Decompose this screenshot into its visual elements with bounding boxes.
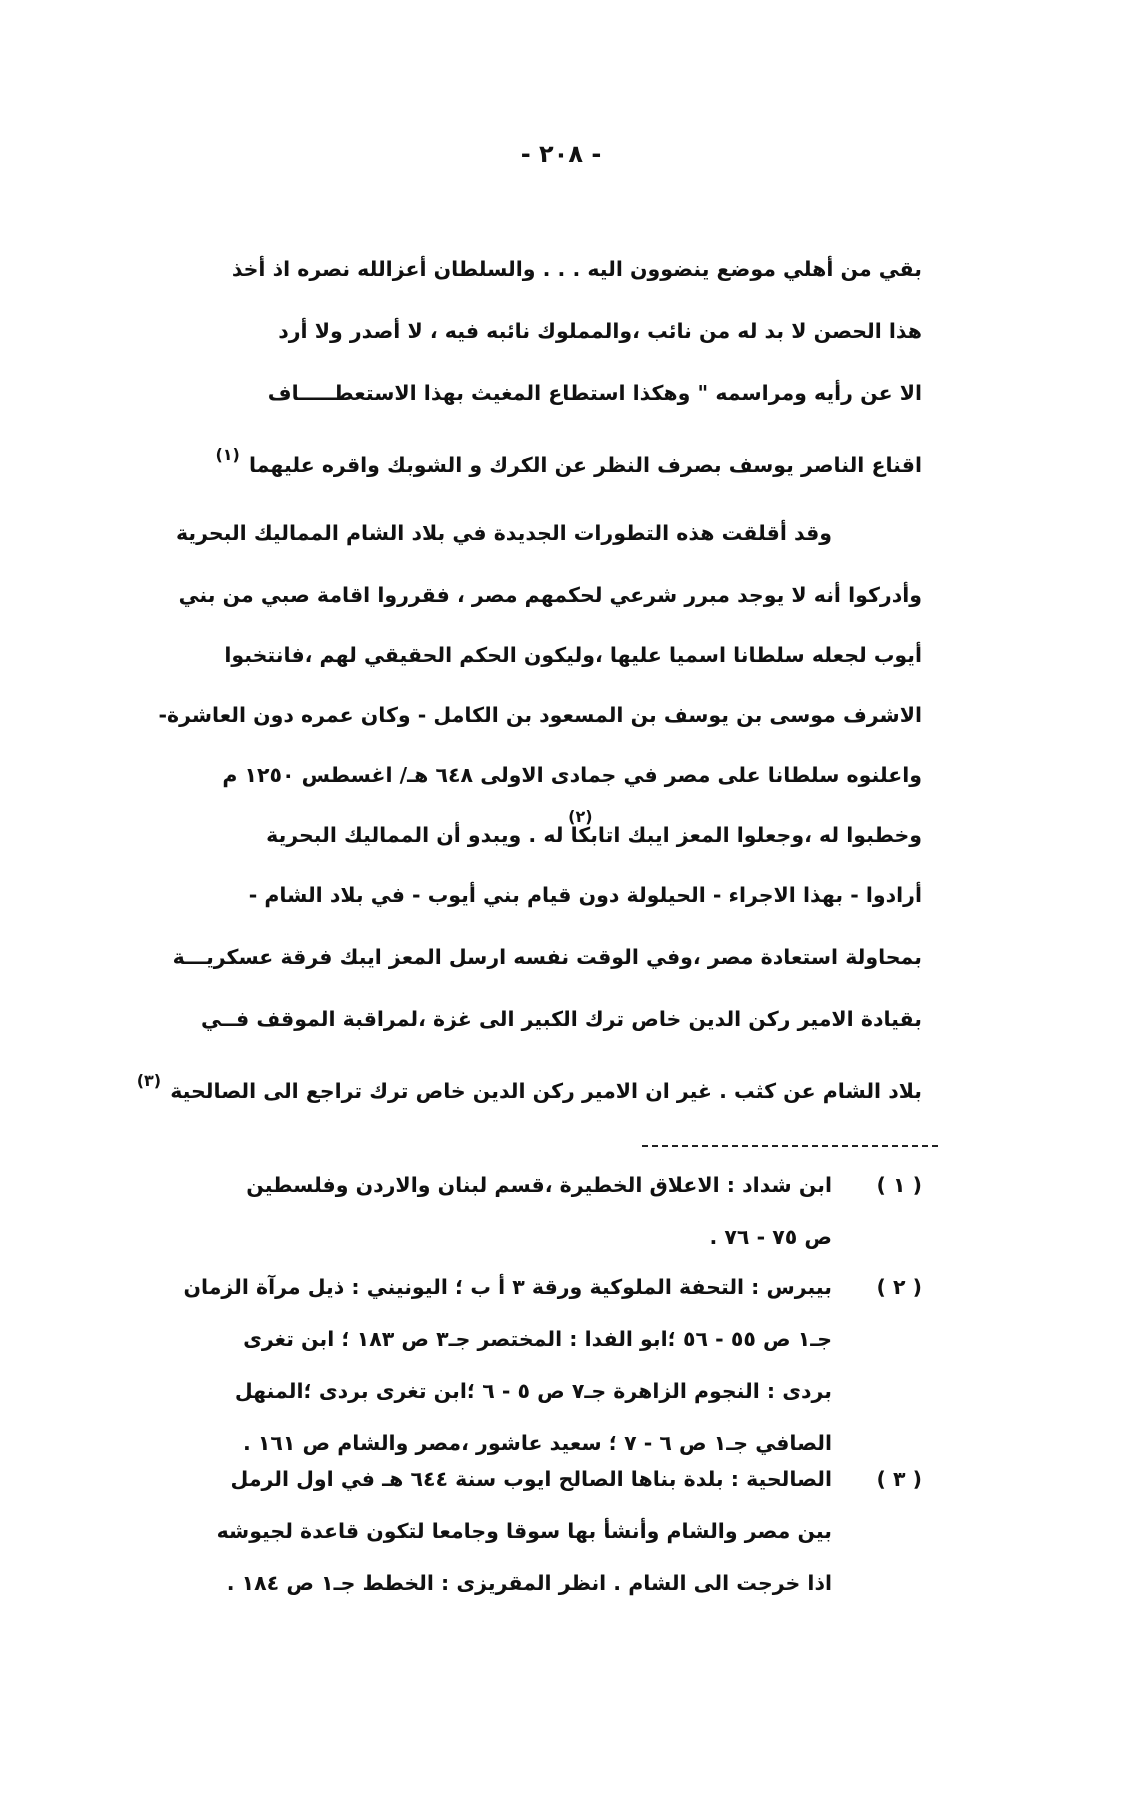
footnote-number: ( ٣ ): [876, 1467, 922, 1491]
footnote-ref-1: (١): [215, 445, 240, 464]
footnote-line: بين مصر والشام وأنشأ بها سوقا وجامعا لتكون قاعدة لجيوشه: [216, 1519, 832, 1543]
footnote-number: ( ١ ): [876, 1173, 922, 1197]
text-line: [212, 440, 922, 477]
footnote-line: الصالحية : بلدة بناها الصالح ايوب سنة ٦٤٤ هـ في اول الرمل: [230, 1467, 832, 1491]
footnote-line: اذا خرجت الى الشام . انظر المقريزى : الخطط جـ١ ص ١٨٤ .: [226, 1571, 832, 1595]
text-line: أرادوا - بهذا الاجراء - الحيلولة دون قيام بني أيوب - في بلاد الشام -: [248, 883, 922, 907]
footnote-line: ابن شداد : الاعلاق الخطيرة ،قسم لبنان والاردن وفلسطين: [246, 1173, 832, 1197]
text-line: واعلنوه سلطانا على مصر في جمادى الاولى ٦٤٨ هـ/ اغسطس ١٢٥٠ م: [222, 763, 922, 787]
footnote-divider: [642, 1145, 938, 1147]
footnote-line: جـ١ ص ٥٥ - ٥٦ ؛ابو الفدا : المختصر جـ٣ ص ١٨٣ ؛ ابن تغرى: [243, 1327, 832, 1351]
text-line: [266, 807, 922, 850]
page-number: - ٢٠٨ -: [520, 140, 602, 168]
text-line: بقيادة الامير ركن الدين خاص ترك الكبير الى غزة ،لمراقبة الموقف فــي: [201, 1007, 922, 1031]
text-line-content: اقناع الناصر يوسف بصرف النظر عن الكرك و الشوبك واقره عليهما: [248, 453, 922, 477]
text-line: الا عن رأيه ومراسمه " وهكذا استطاع المغيث بهذا الاستعطـــــاف: [267, 381, 922, 405]
text-line: وأدركوا أنه لا يوجد مبرر شرعي لحكمهم مصر ، فقرروا اقامة صبي من بني: [178, 583, 922, 607]
text-line: أيوب لجعله سلطانا اسميا عليها ،وليكون الحكم الحقيقي لهم ،فانتخبوا: [224, 643, 922, 667]
text-line-content: وخطبوا له ،وجعلوا المعز ايبك اتابكا له . ويبدو أن المماليك البحرية: [266, 823, 922, 847]
text-line: بمحاولة استعادة مصر ،وفي الوقت نفسه ارسل المعز ايبك فرقة عسكريـــة: [172, 945, 922, 969]
text-line-content: بلاد الشام عن كثب . غير ان الامير ركن الدين خاص ترك تراجع الى الصالحية: [170, 1079, 922, 1103]
footnote-line: بردى : النجوم الزاهرة جـ٧ ص ٥ - ٦ ؛ابن تغرى بردى ؛المنهل: [234, 1379, 832, 1403]
text-line: [135, 1066, 922, 1103]
footnote-line: بيبرس : التحفة الملوكية ورقة ٣ أ ب ؛ اليونيني : ذيل مرآة الزمان: [183, 1275, 832, 1299]
text-line: بقي من أهلي موضع ينضوون اليه . . . والسلطان أعزالله نصره اذ أخذ: [231, 257, 922, 281]
footnote-number: ( ٢ ): [876, 1275, 922, 1299]
footnote-line: الصافي جـ١ ص ٦ - ٧ ؛ سعيد عاشور ،مصر والشام ص ١٦١ .: [242, 1431, 832, 1455]
text-line: هذا الحصن لا بد له من نائب ،والمملوك نائبه فيه ، لا أصدر ولا أرد: [278, 319, 922, 343]
footnote-line: ص ٧٥ - ٧٦ .: [709, 1225, 832, 1249]
footnote-ref-3: (٣): [136, 1071, 162, 1090]
footnote-ref-2: (٢): [568, 807, 593, 826]
text-line: وقد أقلقت هذه التطورات الجديدة في بلاد الشام المماليك البحرية: [175, 521, 832, 545]
text-line: الاشرف موسى بن يوسف بن المسعود بن الكامل - وكان عمره دون العاشرة-: [158, 703, 922, 727]
